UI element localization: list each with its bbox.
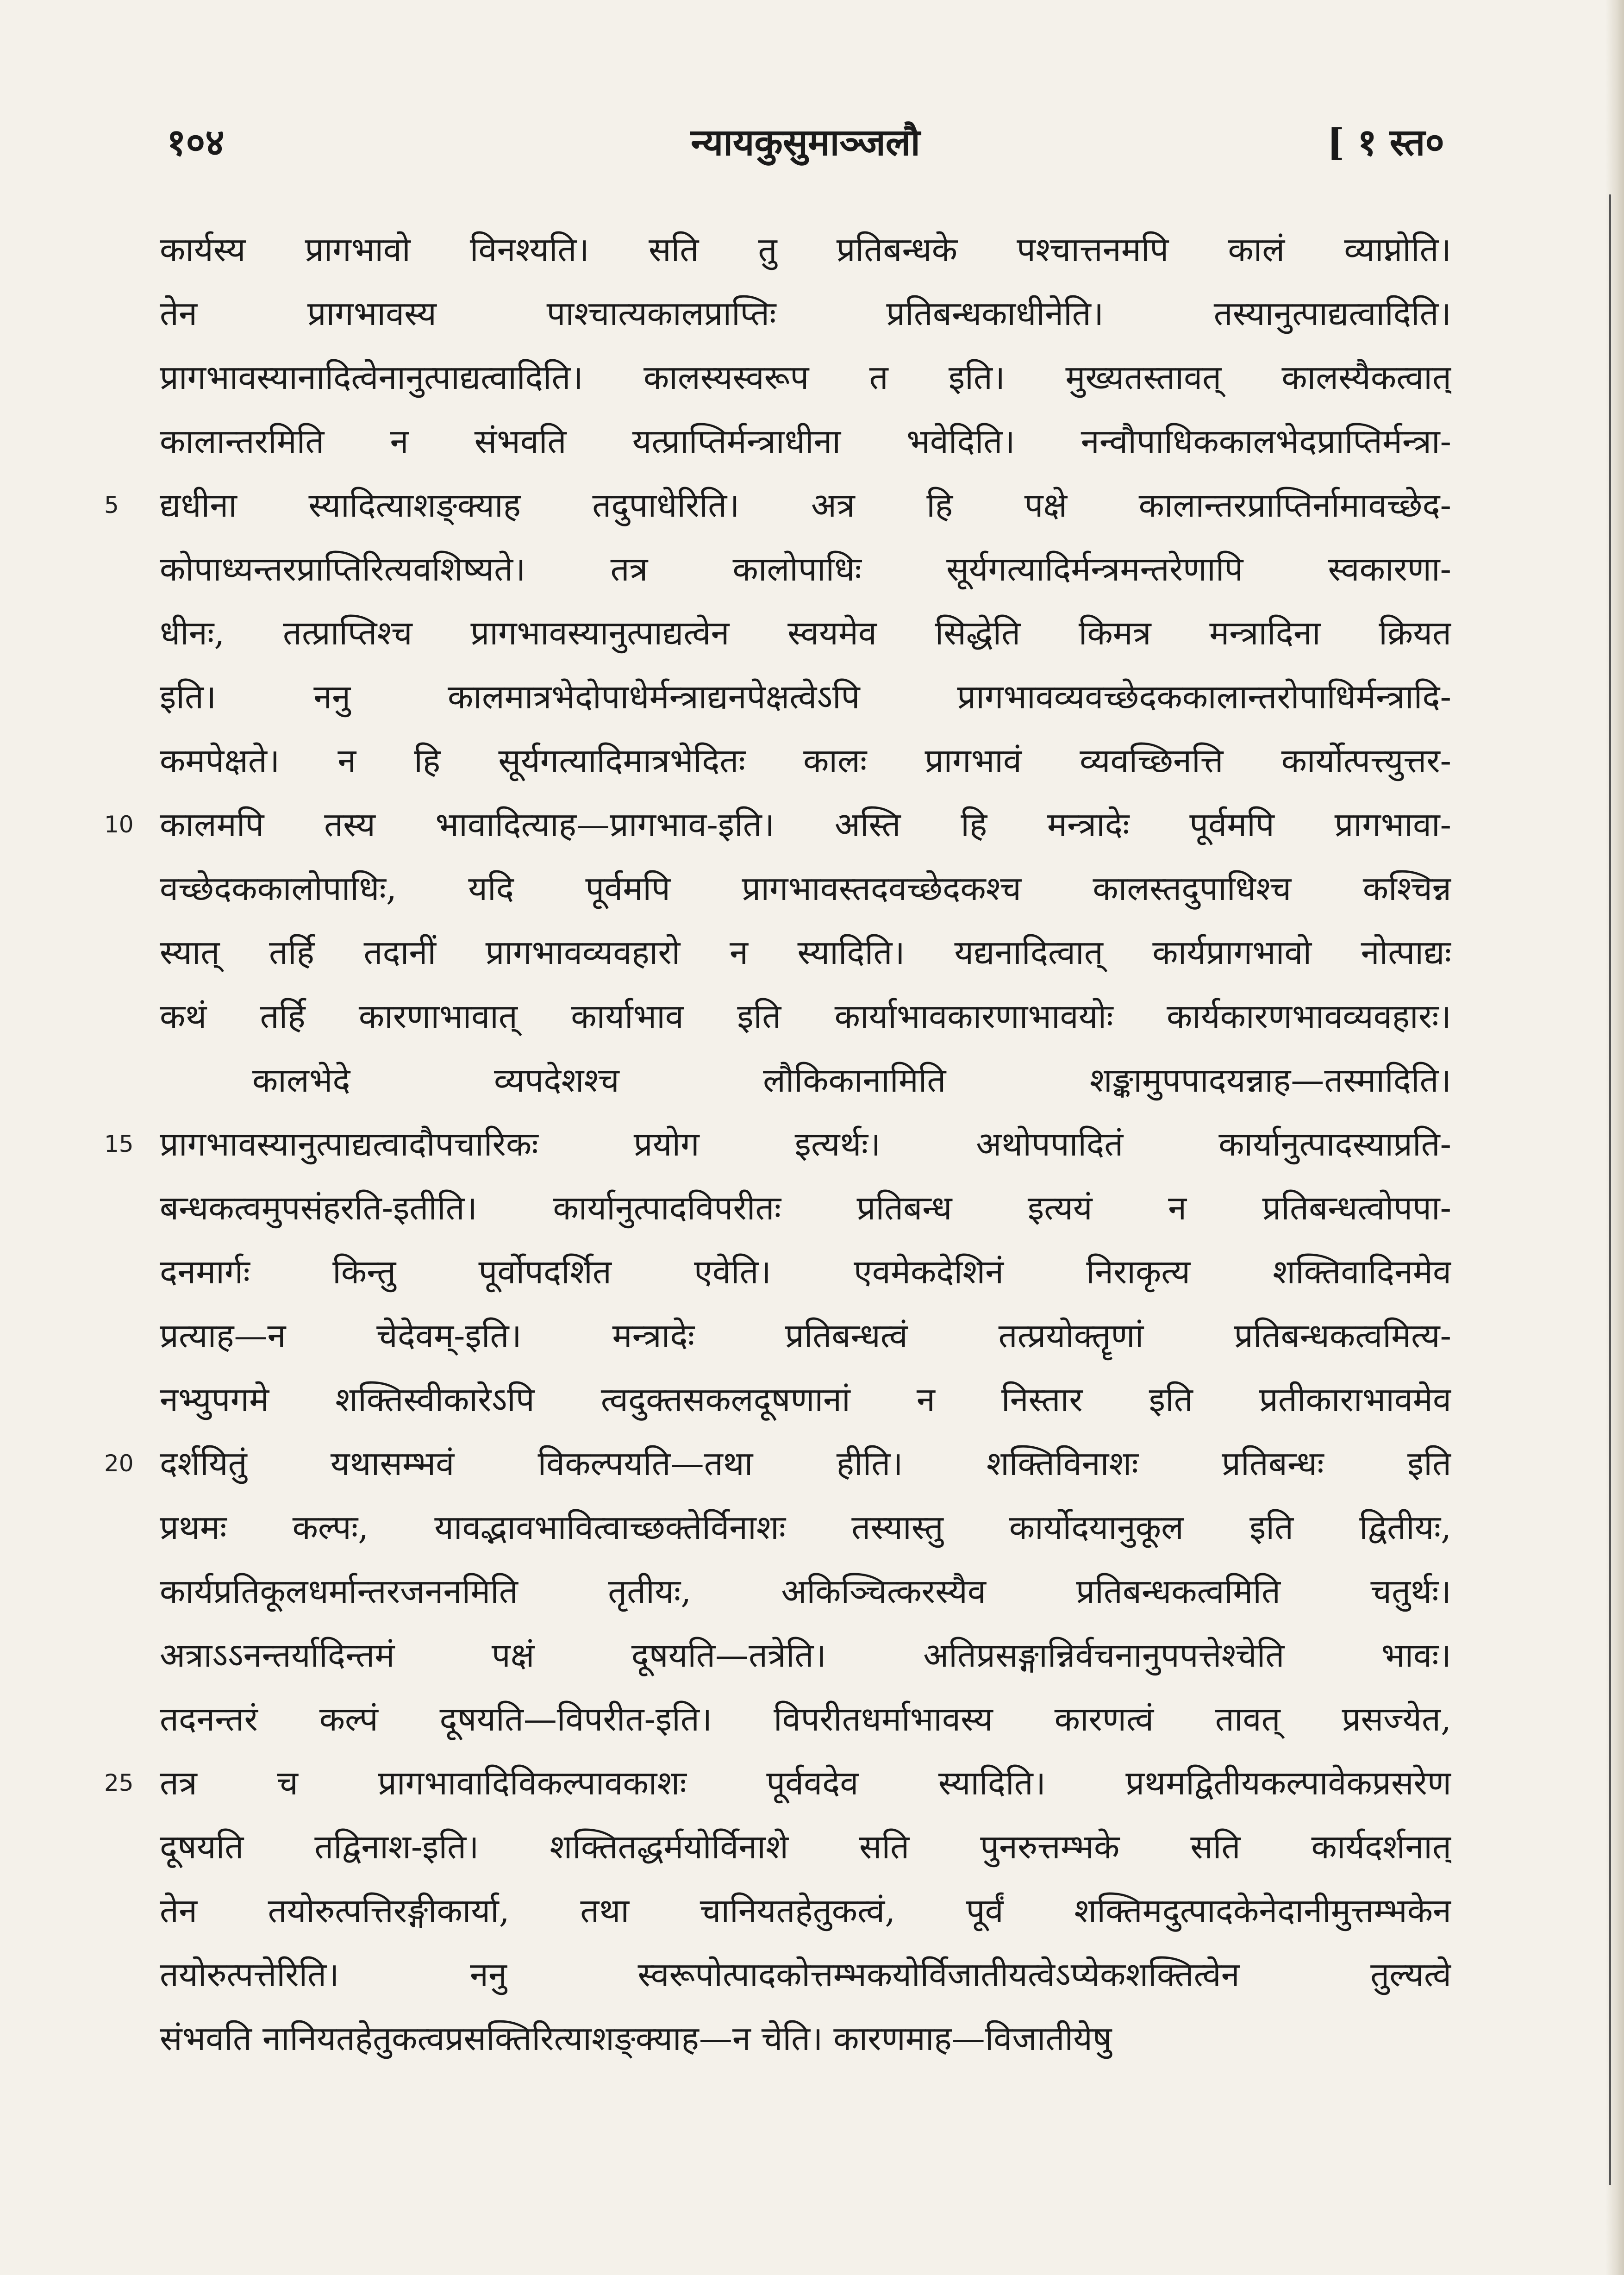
line-number-10: 10 [104,811,134,838]
line-number-20: 20 [104,1450,134,1477]
text-line: तेन प्रागभावस्य पाश्चात्यकालप्राप्तिः प्रतिबन्धकाधीनेति। तस्यानुत्पाद्यत्वादिति। [160,294,1451,333]
text-line: प्रत्याह—न चेदेवम्-इति। मन्त्रादेः प्रतिबन्धत्वं तत्प्रयोक्तॄणां प्रतिबन्धकत्वमित्य- [160,1316,1451,1355]
text-line: दूषयति तद्विनाश-इति। शक्तितद्धर्मयोर्विनाशे सति पुनरुत्तम्भके सति कार्यदर्शनात् [160,1827,1451,1866]
text-line: बन्धकत्वमुपसंहरति-इतीति। कार्यानुत्पादविपरीतः प्रतिबन्ध इत्ययं न प्रतिबन्धत्वोपपा- [160,1188,1451,1227]
text-line: तयोरुत्पत्तेरिति। ननु स्वरूपोत्पादकोत्तम्भकयोर्विजातीयत्वेऽप्येकशक्तित्वेन तुल्यत्वे [160,1955,1451,1994]
text-line: धीनः, तत्प्राप्तिश्च प्रागभावस्यानुत्पाद्यत्वेन स्वयमेव सिद्धेति किमत्र मन्त्रादिना क्रियत [160,613,1451,652]
text-line: वच्छेदककालोपाधिः, यदि पूर्वमपि प्रागभावस्तदवच्छेदकश्च कालस्तदुपाधिश्च कश्चिन्न [160,869,1451,908]
text-line: स्यात् तर्हि तदानीं प्रागभावव्यवहारो न स्यादिति। यद्यनादित्वात् कार्यप्रागभावो नोत्पाद्यः [160,933,1451,972]
text-line: कोपाध्यन्तरप्राप्तिरित्यवशिष्यते। तत्र कालोपाधिः सूर्यगत्यादिर्मन्त्रमन्तरेणापि स्वकारणा- [160,550,1451,588]
text-line: कार्यस्य प्रागभावो विनश्यति। सति तु प्रतिबन्धके पश्चात्तनमपि कालं व्याप्नोति। [160,230,1451,269]
text-line: कमपेक्षते। न हि सूर्यगत्यादिमात्रभेदितः कालः प्रागभावं व्यवच्छिनत्ति कार्योत्पत्त्युत्तर- [160,741,1451,780]
text-line: तेन तयोरुत्पत्तिरङ्गीकार्या, तथा चानियतहेतुकत्वं, पूर्वं शक्तिमदुत्पादकेनेदानीमुत्तम्भकेन [160,1891,1451,1930]
line-number-15: 15 [104,1131,134,1157]
spine-shadow-line [1609,194,1611,2185]
text-line: कथं तर्हि कारणाभावात् कार्याभाव इति कार्याभावकारणाभावयोः कार्यकारणभावव्यवहारः। [160,997,1451,1036]
text-line: कालमपि तस्य भावादित्याह—प्रागभाव-इति। अस्ति हि मन्त्रादेः पूर्वमपि प्रागभावा- [160,805,1451,844]
page-header [167,116,1444,171]
text-line: प्रागभावस्यानादित्वेनानुत्पाद्यत्वादिति। कालस्यस्वरूप त इति। मुख्यतस्तावत् कालस्यैकत्वात् [160,358,1451,397]
text-line: दनमार्गः किन्तु पूर्वोपदर्शित एवेति। एवमेकदेशिनं निराकृत्य शक्तिवादिनमेव [160,1252,1451,1291]
text-line: कालभेदे व्यपदेशश्च लौकिकानामिति शङ्कामुपपादयन्नाह—तस्मादिति। [252,1061,1451,1100]
text-line: प्रथमः कल्पः, यावद्भावभावित्वाच्छक्तेर्विनाशः तस्यास्तु कार्योदयानुकूल इति द्वितीयः, [160,1508,1451,1547]
text-line: दर्शयितुं यथासम्भवं विकल्पयति—तथा हीति। शक्तिविनाशः प्रतिबन्धः इति [160,1444,1451,1483]
running-title: न्यायकुसुमाञ्जलौ [691,120,920,164]
page-number: १०४ [167,120,225,164]
text-line: तदनन्तरं कल्पं दूषयति—विपरीत-इति। विपरीतधर्माभावस्य कारणत्वं तावत् प्रसज्येत, [160,1700,1451,1738]
text-line: कालान्तरमिति न संभवति यत्प्राप्तिर्मन्त्राधीना भवेदिति। नन्वौपाधिककालभेदप्राप्तिर्मन्त्रा- [160,422,1451,461]
commentary-text [160,218,1451,2070]
text-line: द्यधीना स्यादित्याशङ्क्याह तदुपाधेरिति। अत्र हि पक्षे कालान्तरप्राप्तिर्नामावच्छेद- [160,486,1451,525]
text-line: प्रागभावस्यानुत्पाद्यत्वादौपचारिकः प्रयोग इत्यर्थः। अथोपपादितं कार्यानुत्पादस्याप्रति- [160,1125,1451,1163]
section-marker: [ १ स्त० [1327,120,1444,164]
line-number-5: 5 [104,492,119,519]
text-line: अत्राऽऽनन्तर्यादिन्तमं पक्षं दूषयति—तत्रेति। अतिप्रसङ्गान्निर्वचनानुपपत्तेश्चेति भावः। [160,1636,1451,1675]
text-line: तत्र च प्रागभावादिविकल्पावकाशः पूर्ववदेव स्यादिति। प्रथमद्वितीयकल्पावेकप्रसरेण [160,1763,1451,1802]
book-spine-edge [1605,0,1624,2275]
text-line: इति। ननु कालमात्रभेदोपाधेर्मन्त्राद्यनपेक्षत्वेऽपि प्रागभावव्यवच्छेदककालान्तरोपाधिर्मन्त्रादि- [160,677,1451,716]
text-line: कार्यप्रतिकूलधर्मान्तरजननमिति तृतीयः, अकिञ्चित्करस्यैव प्रतिबन्धकत्वमिति चतुर्थः। [160,1572,1451,1611]
line-number-25: 25 [104,1769,134,1796]
text-line: संभवति नानियतहेतुकत्वप्रसक्तिरित्याशङ्क्याह—न चेति। कारणमाह—विजातीयेषु [160,2019,1112,2058]
text-line: नभ्युपगमे शक्तिस्वीकारेऽपि त्वदुक्तसकलदूषणानां न निस्तार इति प्रतीकाराभावमेव [160,1380,1451,1419]
